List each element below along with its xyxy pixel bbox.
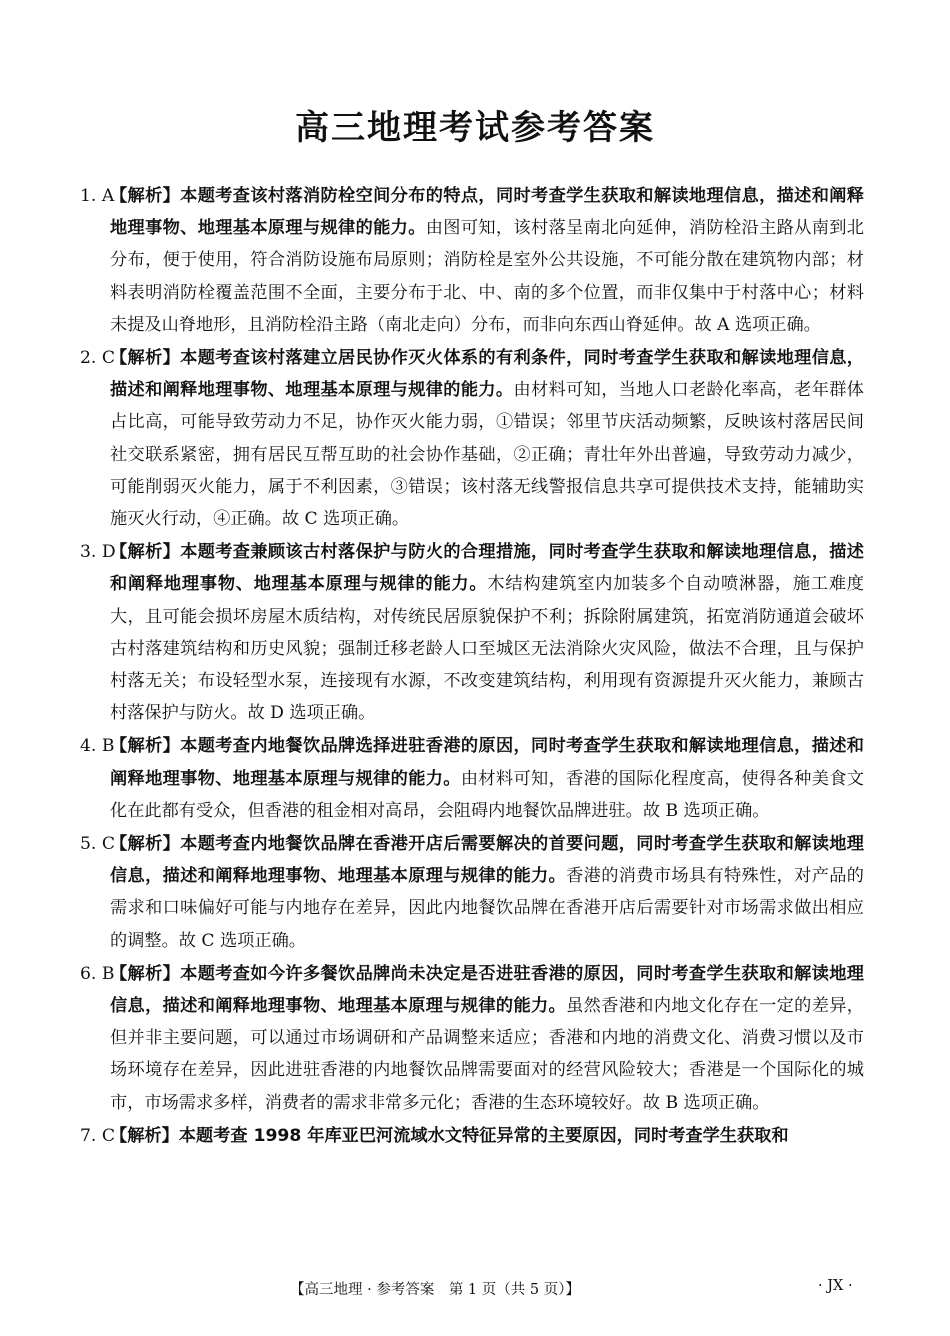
- analysis-body: 虽然香港和内地文化存在一定的差异，但并非主要问题，可以通过市场调研和产品调整来适应；香港和内地的消费文化、消费习惯以及市场环境存在差异，因此进驻香港的内地餐饮品牌需要面对的经营风险较大；香港是一个国际化的城市，市场需求多样，消费者的需求非常多元化；香港的生态环境较好。故 B 选项正确。: [110, 996, 864, 1113]
- answer-number: 2. C: [80, 348, 116, 369]
- answer-number: 7. C: [80, 1125, 116, 1146]
- answer-item-7: [80, 1120, 864, 1152]
- exam-code: · JX ·: [818, 1278, 853, 1294]
- answer-item-2: [80, 342, 864, 535]
- analysis-body: 香港的消费市场具有特殊性，对产品的需求和口味偏好可能与内地存在差异，因此内地餐饮品牌在香港开店后需要针对市场需求做出相应的调整。故 C 选项正确。: [110, 866, 864, 951]
- answer-number: 5. C: [80, 834, 116, 855]
- analysis-heading: 【解析】本题考查如今许多餐饮品牌尚未决定是否进驻香港的原因，同时考查学生获取和解读地理信息，描述和阐释地理事物、地理基本原理与规律的能力。: [110, 963, 864, 1017]
- answer-number: 6. B: [80, 963, 115, 984]
- answer-item-6: [80, 958, 864, 1119]
- analysis-body: 由图可知，该村落呈南北向延伸，消防栓沿主路从南到北分布，便于使用，符合消防设施布局原则；消防栓是室外公共设施，不可能分散在建筑物内部；材料表明消防栓覆盖范围不全面，主要分布于北、中、南的多个位置，而非仅集中于村落中心；材料未提及山脊地形，且消防栓沿主路（南北走向）分布，而非向东西山脊延伸。故 A 选项正确。: [110, 218, 864, 335]
- analysis-body: 由材料可知，当地人口老龄化率高，老年群体占比高，可能导致劳动力不足，协作灭火能力弱，①错误；邻里节庆活动频繁，反映该村落居民间社交联系紧密，拥有居民互帮互助的社会协作基础，②正确；青壮年外出普遍，导致劳动力减少，可能削弱灭火能力，属于不利因素，③错误；该村落无线警报信息共享可提供技术支持，能辅助实施灭火行动，④正确。故 C 选项正确。: [110, 380, 864, 530]
- page-title: 高三地理考试参考答案: [295, 108, 655, 148]
- answer-item-3: [80, 536, 864, 729]
- answer-item-5: [80, 828, 864, 957]
- analysis-heading: 【解析】本题考查内地餐饮品牌在香港开店后需要解决的首要问题，同时考查学生获取和解读地理信息，描述和阐释地理事物、地理基本原理与规律的能力。: [110, 834, 864, 887]
- analysis-body: 木结构建筑室内加装多个自动喷淋器，施工难度大，且可能会损坏房屋木质结构，对传统民居原貌保护不利；拆除附属建筑，拓宽消防通道会破坏古村落建筑结构和历史风貌；强制迁移老龄人口至城区无法消除火灾风险，做法不合理，且与保护村落无关；布设轻型水泵，连接现有水源，不改变建筑结构，利用现有资源提升灭火能力，兼顾古村落保护与防火。故 D 选项正确。: [110, 574, 864, 724]
- analysis-heading: 【解析】本题考查该村落建立居民协作灭火体系的有利条件，同时考查学生获取和解读地理信息，描述和阐释地理事物、地理基本原理与规律的能力。: [110, 348, 864, 401]
- analysis-heading: 【解析】本题考查 1998 年库亚巴河流域水文特征异常的主要原因，同时考查学生获取和: [110, 1125, 789, 1146]
- answer-number: 4. B: [80, 736, 115, 757]
- answer-number: 3. D: [80, 542, 116, 563]
- answer-item-4: [80, 730, 864, 827]
- answer-number: 1. A: [80, 186, 115, 206]
- analysis-heading: 【解析】本题考查内地餐饮品牌选择进驻香港的原因，同时考查学生获取和解读地理信息，描述和阐释地理事物、地理基本原理与规律的能力。: [110, 736, 864, 789]
- answer-list: [80, 180, 864, 1153]
- page-number-label: 【高三地理 · 参考答案 第 1 页（共 5 页）】: [290, 1282, 580, 1298]
- analysis-heading: 【解析】本题考查该村落消防栓空间分布的特点，同时考查学生获取和解读地理信息，描述和阐释地理事物、地理基本原理与规律的能力。: [110, 186, 864, 239]
- analysis-heading: 【解析】本题考查兼顾该古村落保护与防火的合理措施，同时考查学生获取和解读地理信息，描述和阐释地理事物、地理基本原理与规律的能力。: [110, 542, 864, 595]
- analysis-body: 由材料可知，香港的国际化程度高，使得各种美食文化在此都有受众，但香港的租金相对高昂，会阻碍内地餐饮品牌进驻。故 B 选项正确。: [110, 768, 864, 821]
- answer-item-1: [80, 180, 864, 341]
